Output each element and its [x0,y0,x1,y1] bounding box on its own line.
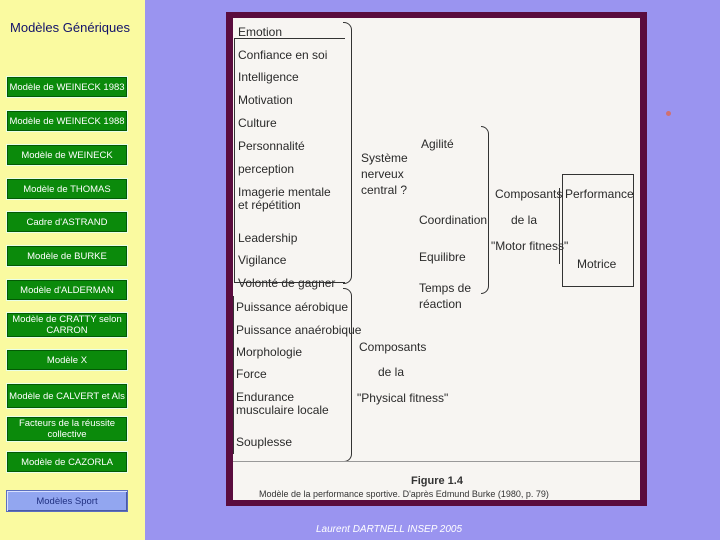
factor-item: Puissance aérobique [236,300,349,314]
factor-item: Emotion [238,25,283,39]
factor-item: Force [236,367,267,381]
motrice-label: Motrice [577,257,617,271]
bracket-line [233,296,234,454]
physical-fitness-label: Composants [359,340,427,354]
factor-item: Leadership [238,231,298,245]
modeles-sport-button[interactable]: Modèles Sport [6,490,128,512]
motor-item: Temps de réaction [419,281,472,311]
nav-cazorla-button[interactable]: Modèle de CAZORLA [6,451,128,473]
nav-modele-x-button[interactable]: Modèle X [6,349,128,371]
motor-bracket [481,126,489,294]
bracket-line [234,38,235,283]
figure-caption-title: Figure 1.4 [411,475,463,487]
scanned-figure [233,18,640,500]
factor-item: Personnalité [238,139,305,153]
motor-item: Agilité [421,137,454,151]
factor-item: Vigilance [238,253,287,267]
figure-caption-text: Modèle de la performance sportive. D'après Edmund Burke (1980, p. 79) [259,489,549,499]
lower-bracket [343,288,352,462]
sidebar [0,0,145,540]
nav-alderman-button[interactable]: Modèle d'ALDERMAN [6,279,128,301]
nav-thomas-button[interactable]: Modèle de THOMAS [6,178,128,200]
factor-item: Culture [238,116,277,130]
nav-calvert-button[interactable]: Modèle de CALVERT et Als [6,383,128,409]
sidebar-title: Modèles Génériques [10,20,130,35]
motor-item: Equilibre [419,250,466,264]
factor-item: Imagerie mentale et répétition [238,185,331,212]
nav-astrand-button[interactable]: Cadre d'ASTRAND [6,211,128,233]
factor-item: Puissance anaérobique [236,323,362,337]
performance-bracket [559,188,560,264]
nav-weineck-1988-button[interactable]: Modèle de WEINECK 1988 [6,110,128,132]
performance-label: Performance [565,187,634,201]
red-dot [666,111,671,116]
nav-reussite-collective-button[interactable]: Facteurs de la réussite collective [6,416,128,442]
upper-bracket [343,22,352,284]
motor-fitness-label: Composants [495,187,563,201]
nav-cratty-carron-button[interactable]: Modèle de CRATTY selon CARRON [6,312,128,338]
physical-fitness-label: de la [378,365,405,379]
factor-item: Intelligence [238,70,299,84]
factor-item: Morphologie [236,345,303,359]
nav-weineck-button[interactable]: Modèle de WEINECK [6,144,128,166]
factor-item: Confiance en soi [238,48,328,62]
factor-item: Endurance musculaire locale [236,390,329,417]
nervous-system-label: Système nerveux central ? [361,151,408,197]
physical-fitness-label: "Physical fitness" [357,391,449,405]
nav-weineck-1983-button[interactable]: Modèle de WEINECK 1983 [6,76,128,98]
motor-fitness-label: "Motor fitness" [491,239,569,253]
bracket-line [235,282,345,283]
nav-burke-button[interactable]: Modèle de BURKE [6,245,128,267]
motor-item: Coordination [419,213,488,227]
factor-item: Motivation [238,93,293,107]
factor-item: perception [238,162,295,176]
factor-item: Souplesse [236,435,293,449]
factor-item: Volonté de gagner [238,276,336,290]
bracket-line [235,38,345,39]
motor-fitness-label: de la [511,213,538,227]
footer-credit: Laurent DARTNELL INSEP 2005 [316,524,463,535]
caption-rule [233,461,640,462]
